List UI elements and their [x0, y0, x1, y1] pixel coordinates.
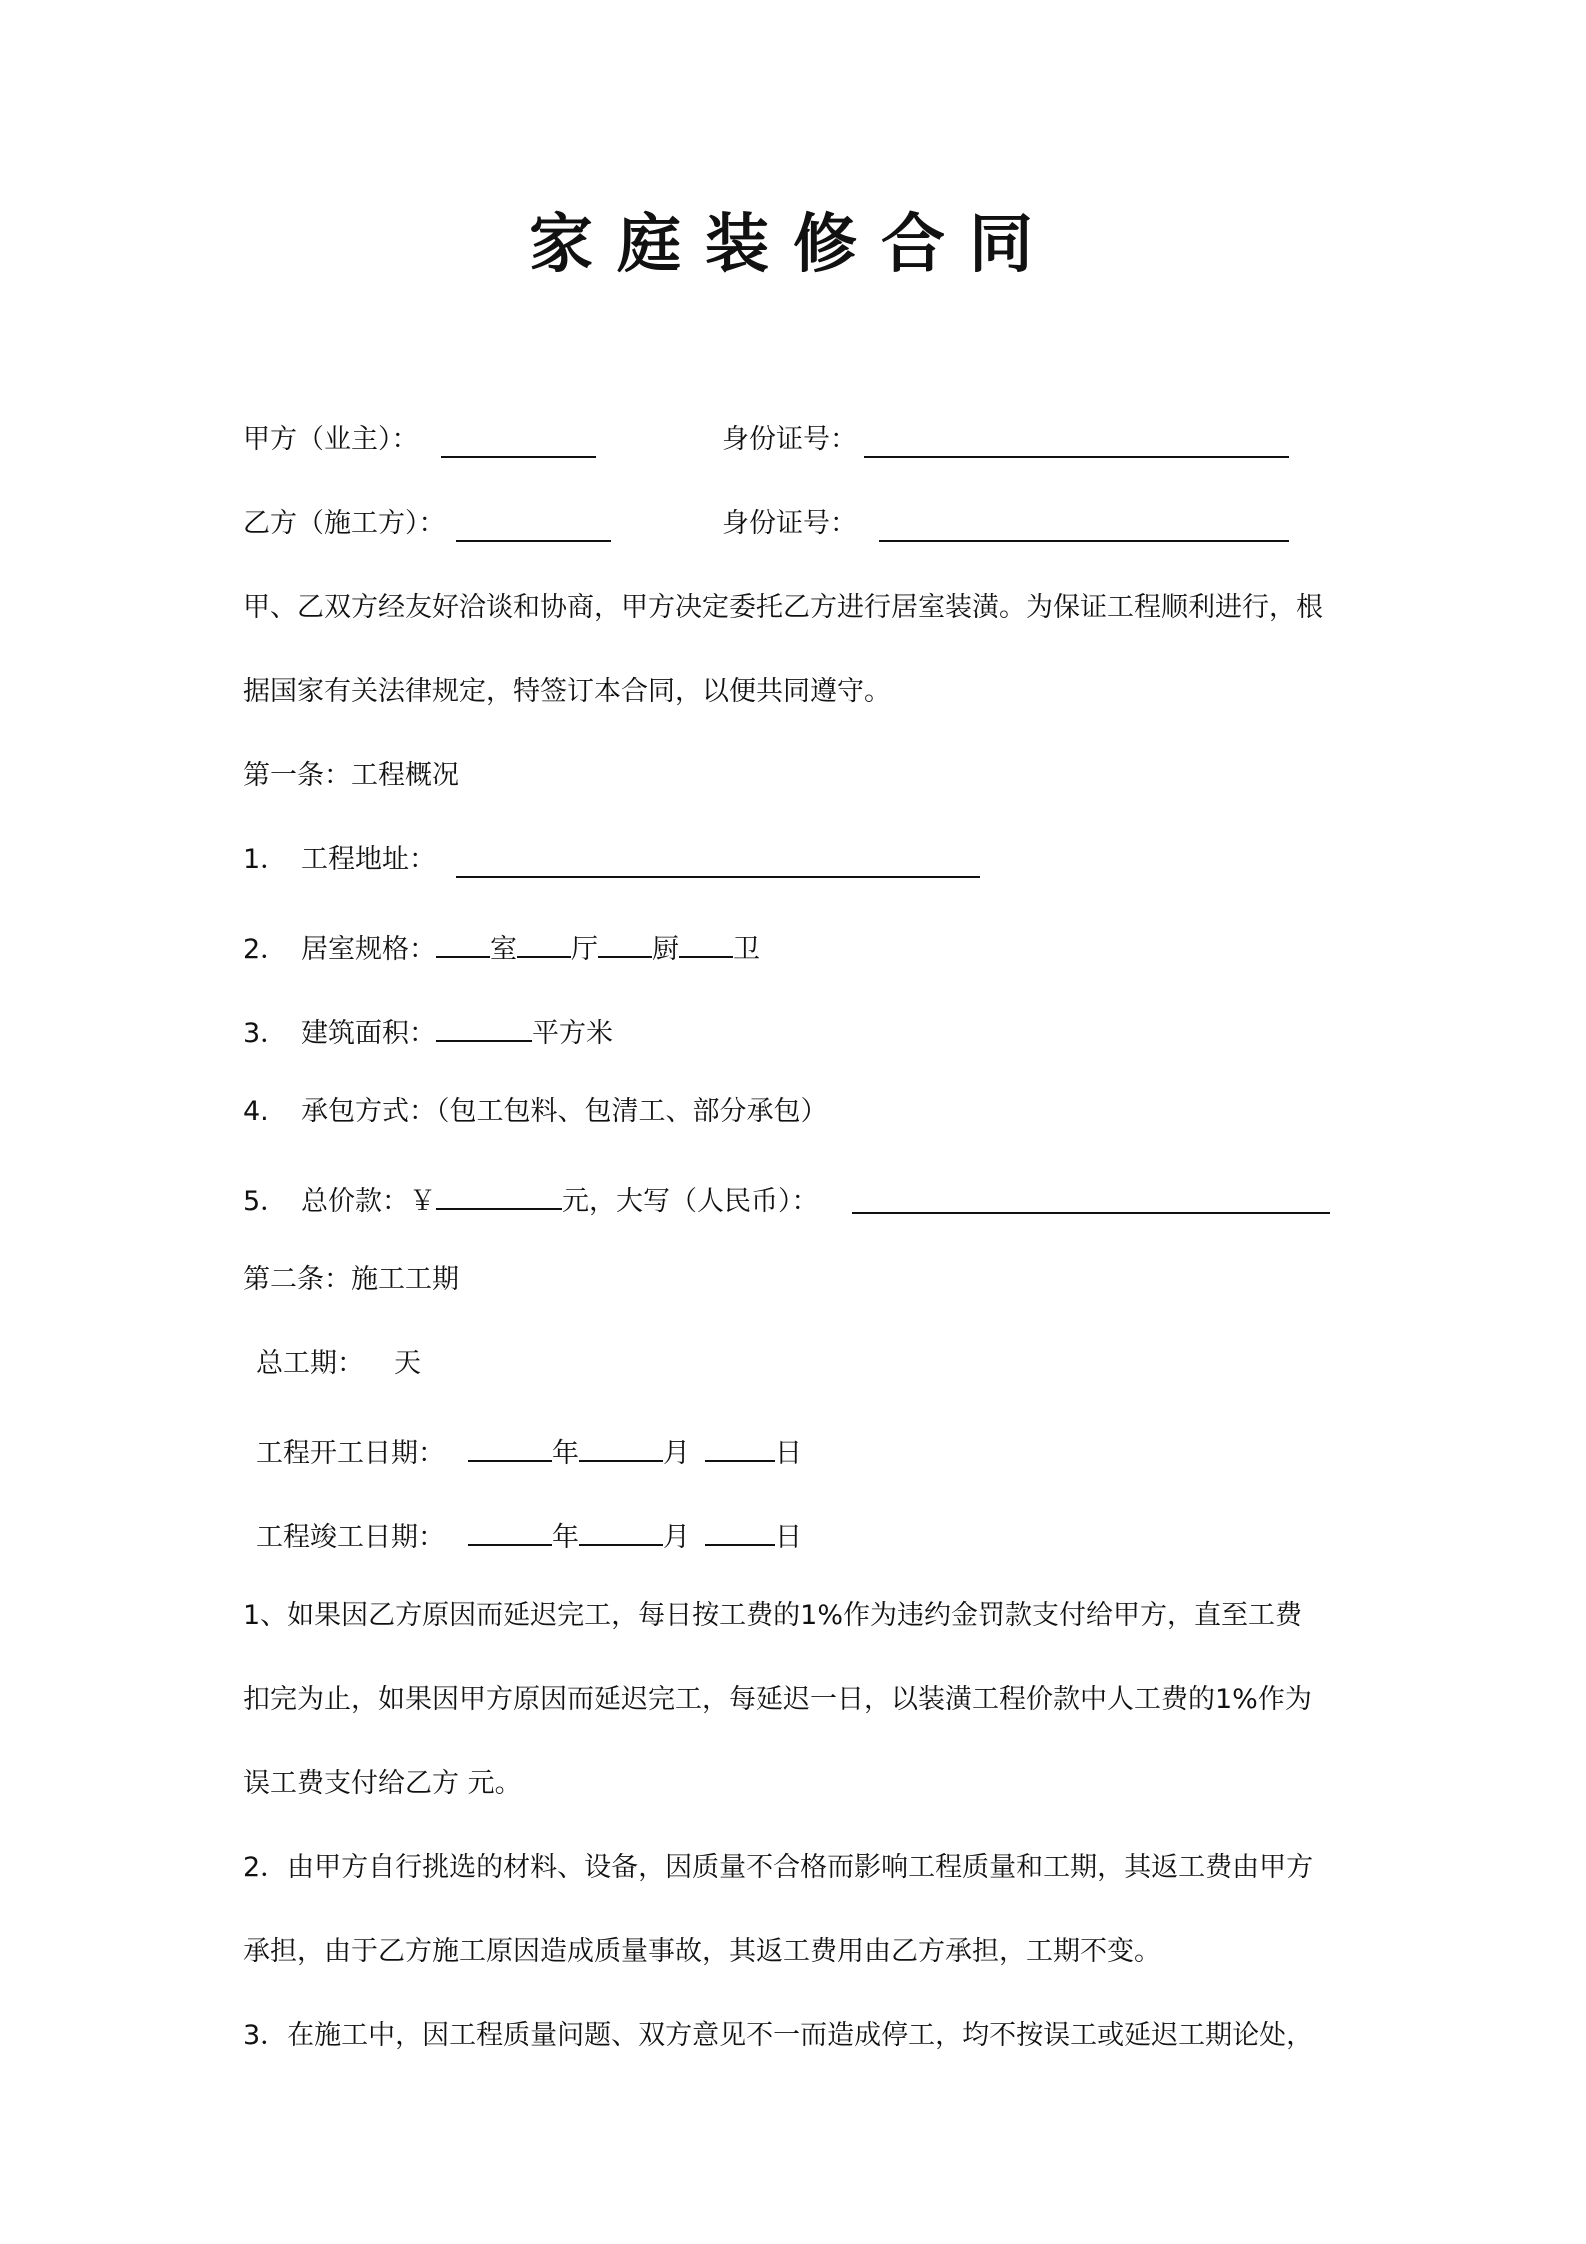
total-period-row: [256, 1346, 421, 1382]
party-a-id-blank[interactable]: [864, 426, 1289, 458]
start-month-blank[interactable]: [579, 1430, 663, 1462]
area-unit: 平方米: [532, 1018, 613, 1049]
end-date-row: [256, 1514, 802, 1556]
start-date-label: 工程开工日期：: [256, 1438, 445, 1469]
clause-2-line-2: 承担，由于乙方施工原因造成质量事故，其返工费用由乙方承担，工期不变。: [243, 1936, 1161, 1967]
clause-2-line-1: 2．由甲方自行挑选的材料、设备，因质量不合格而影响工程质量和工期，其返工费由甲方: [243, 1852, 1314, 1883]
end-day-blank[interactable]: [705, 1514, 775, 1546]
clause-3-line-1: 3．在施工中，因工程质量问题、双方意见不一而造成停工，均不按误工或延迟工期论处，: [243, 2020, 1314, 2051]
article-1-heading: 第一条：工程概况: [243, 760, 459, 791]
area-blank[interactable]: [436, 1010, 532, 1042]
year-unit: 年: [552, 1438, 579, 1469]
item-number: 1．: [243, 844, 288, 875]
document-title: 家庭装修合同: [529, 208, 1057, 282]
year-unit: 年: [552, 1522, 579, 1553]
kitchen-unit: 厨: [652, 934, 679, 965]
item-label: 总价款：￥: [301, 1186, 436, 1217]
article-1-item-3: [243, 1010, 613, 1052]
party-b-id-label: 身份证号：: [722, 508, 857, 539]
party-a-name-blank[interactable]: [441, 426, 596, 458]
kitchen-count-blank[interactable]: [598, 926, 652, 958]
day-label: 日: [775, 1522, 802, 1553]
clause-1-line-2: 扣完为止，如果因甲方原因而延迟完工，每延迟一日，以装潢工程价款中人工费的1%作为: [243, 1684, 1312, 1715]
party-b-label: 乙方（施工方）：: [243, 508, 446, 539]
month-unit: 月: [663, 1438, 690, 1469]
party-a-row: [243, 422, 419, 458]
end-month-blank[interactable]: [579, 1514, 663, 1546]
month-unit: 月: [663, 1522, 690, 1553]
item-number: 3．: [243, 1018, 288, 1049]
intro-line-1: 甲、乙双方经友好洽谈和协商，甲方决定委托乙方进行居室装潢。为保证工程顺利进行，根: [243, 592, 1323, 623]
total-period-label: 总工期：: [256, 1348, 364, 1379]
party-b-id-blank[interactable]: [879, 510, 1289, 542]
end-date-label: 工程竣工日期：: [256, 1522, 445, 1553]
party-b-name-blank[interactable]: [456, 510, 611, 542]
start-day-blank[interactable]: [705, 1430, 775, 1462]
article-1-item-2: [243, 926, 760, 968]
item-number: 5．: [243, 1186, 288, 1217]
day-label: 日: [775, 1438, 802, 1469]
item-number: 2．: [243, 934, 288, 965]
bath-count-blank[interactable]: [679, 926, 733, 958]
item-number: 4.: [243, 1096, 269, 1127]
item-label: 建筑面积：: [301, 1018, 436, 1049]
clause-1-line-3: 误工费支付给乙方 元。: [243, 1768, 522, 1799]
item-label: 工程地址：: [301, 844, 436, 875]
price-caps-label: 元，大写（人民币）：: [562, 1186, 819, 1217]
intro-line-2: 据国家有关法律规定，特签订本合同，以便共同遵守。: [243, 676, 891, 707]
party-a-label: 甲方（业主）：: [243, 424, 419, 455]
article-1-item-4: [243, 1094, 828, 1130]
item-label: 居室规格：: [301, 934, 436, 965]
item-label: 承包方式：（包工包料、包清工、部分承包）: [301, 1096, 828, 1127]
day-unit: 天: [394, 1348, 421, 1379]
party-a-id-label: 身份证号：: [722, 424, 857, 455]
room-count-blank[interactable]: [436, 926, 490, 958]
start-year-blank[interactable]: [468, 1430, 552, 1462]
price-number-blank[interactable]: [436, 1178, 562, 1210]
article-1-item-5: [243, 1178, 819, 1220]
article-1-item-1: [243, 842, 436, 878]
bath-unit: 卫: [733, 934, 760, 965]
article-2-heading: 第二条：施工工期: [243, 1264, 459, 1295]
start-date-row: [256, 1430, 802, 1472]
address-blank[interactable]: [456, 846, 980, 878]
hall-count-blank[interactable]: [517, 926, 571, 958]
price-caps-blank[interactable]: [852, 1182, 1330, 1214]
clause-1-line-1: 1、如果因乙方原因而延迟完工，每日按工费的1%作为违约金罚款支付给甲方，直至工费: [243, 1600, 1303, 1631]
hall-unit: 厅: [571, 934, 598, 965]
end-year-blank[interactable]: [468, 1514, 552, 1546]
room-unit: 室: [490, 934, 517, 965]
